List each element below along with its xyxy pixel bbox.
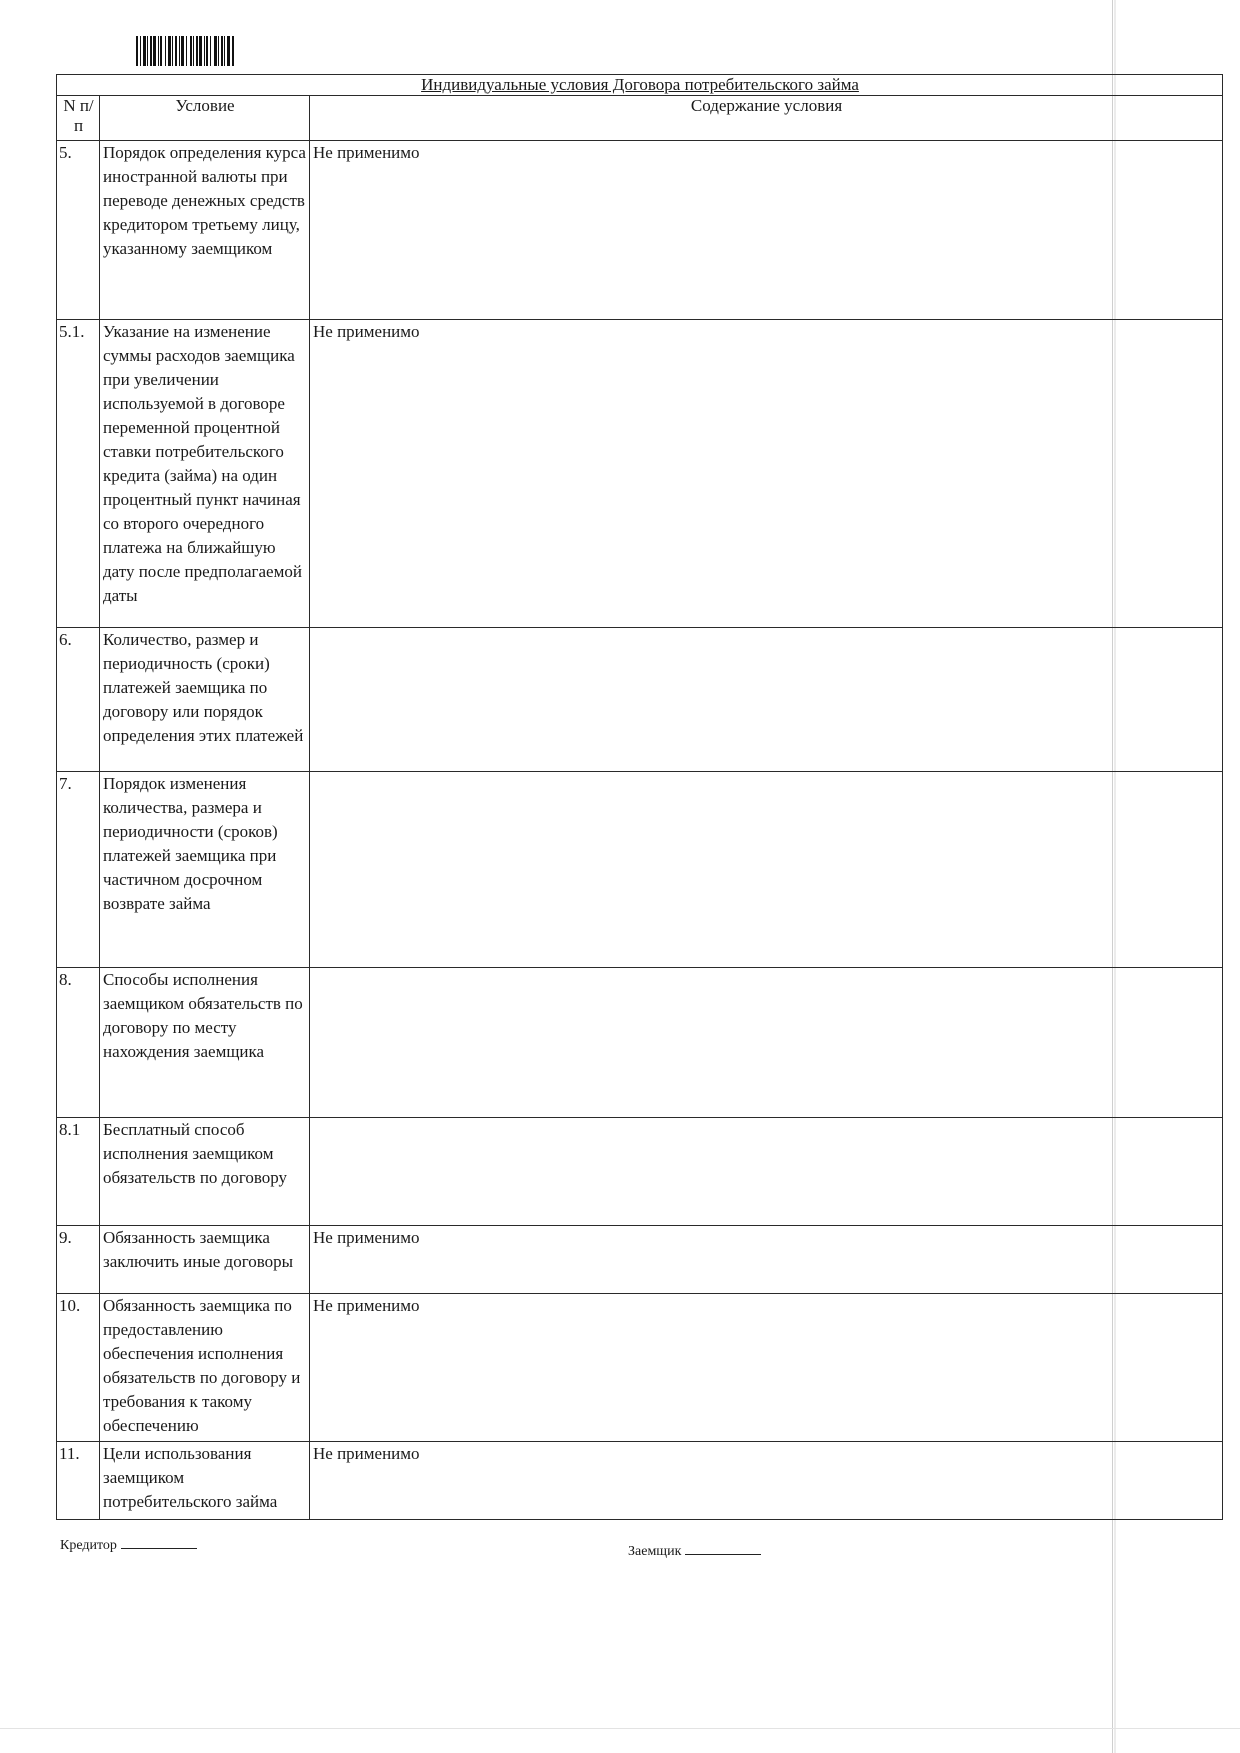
table-row <box>57 968 1223 1118</box>
borrower-signature <box>628 1542 761 1561</box>
row-number: 6. <box>57 628 100 772</box>
row-content: Не применимо <box>310 1442 1223 1520</box>
table-row <box>57 772 1223 968</box>
table-caption-row <box>57 75 1223 96</box>
table-row <box>57 141 1223 320</box>
row-condition: Обязанность заемщика по предоставлению обеспечения исполнения обязательств по договору и требования к такому обеспечению <box>100 1294 310 1442</box>
scan-bottom-edge <box>0 1728 1240 1729</box>
creditor-label: Кредитор <box>60 1538 117 1553</box>
row-number: 8. <box>57 968 100 1118</box>
creditor-signature <box>60 1536 197 1555</box>
row-condition: Способы исполнения заемщиком обязательств по договору по месту нахождения заемщика <box>100 968 310 1118</box>
table-row <box>57 1442 1223 1520</box>
row-content <box>310 628 1223 772</box>
row-content <box>310 772 1223 968</box>
row-content: Не применимо <box>310 1294 1223 1442</box>
row-number: 10. <box>57 1294 100 1442</box>
row-condition: Бесплатный способ исполнения заемщиком обязательств по договору <box>100 1118 310 1226</box>
row-number: 8.1 <box>57 1118 100 1226</box>
row-condition: Цели использования заемщиком потребительского займа <box>100 1442 310 1520</box>
table-row <box>57 1294 1223 1442</box>
row-number: 5.1. <box>57 320 100 628</box>
header-content: Содержание условия <box>310 96 1223 141</box>
row-condition: Обязанность заемщика заключить иные договоры <box>100 1226 310 1294</box>
row-condition: Указание на изменение суммы расходов заемщика при увеличении используемой в договоре переменной процентной ставки потребительского кредита (займа) на один процентный пункт начиная со второго очередного платежа на ближайшую дату после предполагаемой даты <box>100 320 310 628</box>
barcode <box>136 36 270 66</box>
loan-conditions-table <box>56 74 1223 1520</box>
header-number: N п/п <box>57 96 100 141</box>
header-condition: Условие <box>100 96 310 141</box>
table-row <box>57 628 1223 772</box>
table-row <box>57 1226 1223 1294</box>
row-condition: Порядок изменения количества, размера и периодичности (сроков) платежей заемщика при частичном досрочном возврате займа <box>100 772 310 968</box>
row-content: Не применимо <box>310 320 1223 628</box>
row-content <box>310 968 1223 1118</box>
table-header-row <box>57 96 1223 141</box>
table-row <box>57 320 1223 628</box>
row-content: Не применимо <box>310 141 1223 320</box>
row-number: 5. <box>57 141 100 320</box>
row-number: 9. <box>57 1226 100 1294</box>
row-number: 7. <box>57 772 100 968</box>
table-caption: Индивидуальные условия Договора потребительского займа <box>57 75 1223 96</box>
borrower-signature-line <box>685 1542 761 1555</box>
table-row <box>57 1118 1223 1226</box>
creditor-signature-line <box>121 1536 197 1549</box>
borrower-label: Заемщик <box>628 1544 682 1559</box>
row-content: Не применимо <box>310 1226 1223 1294</box>
row-condition: Количество, размер и периодичность (сроки) платежей заемщика по договору или порядок определения этих платежей <box>100 628 310 772</box>
row-condition: Порядок определения курса иностранной валюты при переводе денежных средств кредитором третьему лицу, указанному заемщиком <box>100 141 310 320</box>
row-number: 11. <box>57 1442 100 1520</box>
row-content <box>310 1118 1223 1226</box>
